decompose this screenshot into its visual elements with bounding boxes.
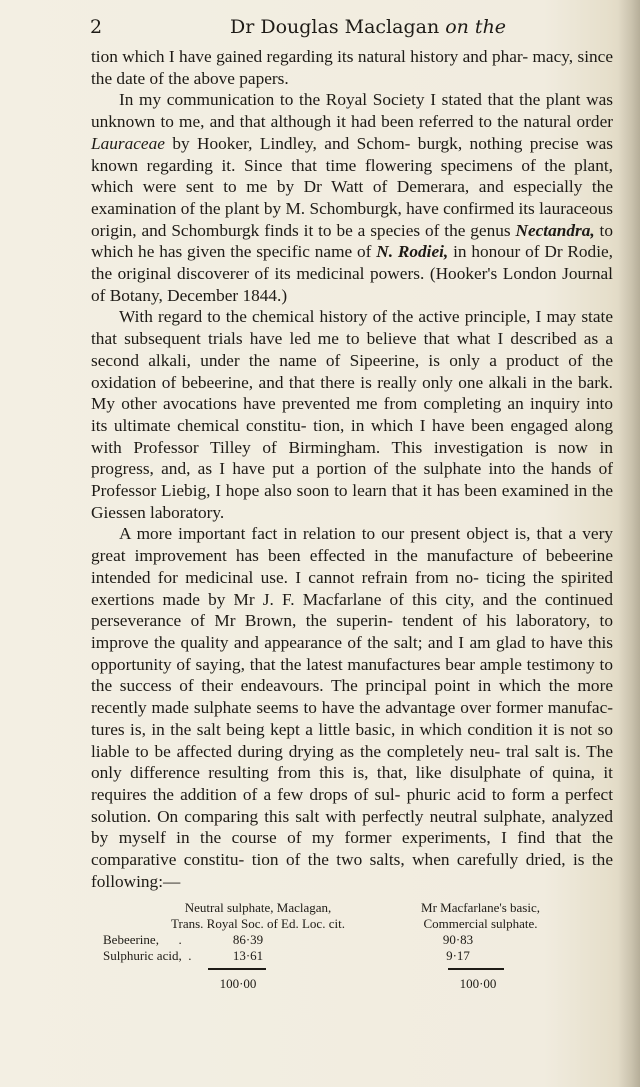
basic-heading-line-2: Commercial sulphate. [423,915,538,931]
running-title-main: Dr Douglas Maclagan [230,16,446,38]
basic-heading-line-1: Mr Macfarlane's basic, [421,900,540,915]
running-title [230,16,506,38]
page-number: 2 [90,16,103,38]
paragraph-4: A more important fact in relation to our present object is, that a very great improvement has been effected in the manufacture of bebeerine intended for medicinal use. I cannot refrain from no- ticing the spirited exertions made by Mr J. F. Macfarlane of this city, and the continued perseverance of Mr Brown, the superin- tendent of his laboratory, to improve the quality and appearance of the salt; and I am glad to have this opportunity of saying, that the latest manufactures bear ample testimony to the success of their endeavours. The principal point in which the more recently made sulphate seems to have the advantage over former manufac- tures is, in the salt being kept a little basic, in which condition it is not so liable to be affected during drying as the completely neu- tral salt is. The only difference resulting from this is, that, like disulphate of quina, it requires the addition of a few drops of sul- phuric acid to form a perfect solution. On comparing this salt with perfectly neutral sulphate, analyzed by myself in the course of my former experiments, I find that the comparative constitu- tion of the two salts, when carefully dried, is the following:— [91,524,613,891]
basic-total: 100·00 [459,976,497,991]
neutral-heading-line-2: Trans. Royal Soc. of Ed. Loc. cit. [171,915,345,931]
term-n-rodiei: N. Rodiei, [376,242,449,262]
running-title-italic: on the [445,16,507,38]
row-label: Bebeerine, . [103,932,182,947]
neutral-total-rule [208,968,266,970]
paragraph-2-part-c: by Hooker, Lindley, and Schom- burgk, nothing precise was known regarding it. Since that time flowering specimens of the plant, which were sent to me by Dr Watt of Demerara, and especially the examination of the plant by M. Schomburgk, have confirmed its lauraceous origin, and Schomburgk finds it to be a species of the genus [91,133,613,240]
page-edge-shadow [618,0,640,1087]
paragraph-3: With regard to the chemical history of the active principle, I may state that subsequent trials have led me to believe that what I described as a second alkali, under the name of Sipeerine, is only a product of the oxidation of bebeerine, and that there is really only one alkali in the bark. My other avocations have prevented me from completing an inquiry into its ultimate chemical constitu- tion, in which I have been engaged along with Professor Tilley of Birmingham. This investigation is now in progress, and, as I have put a portion of the sulphate into the hands of Professor Liebig, I hope also soon to learn that it has been examined in the Giessen laboratory. [91,307,613,522]
paragraph-2-part-a: In my communication to the Royal Society I stated that the plant was unknown to me, and that although it had been referred to the natural order [91,90,613,132]
neutral-heading-line-1: Neutral sulphate, Maclagan, [184,900,332,915]
paragraph-2-part-g: in honour of Dr Rodie, the original discoverer of its medicinal powers. (Hooker's London Journal of Botany, December 1844.) [91,242,613,305]
page-header [90,14,610,42]
neutral-value: 86·39 [232,932,264,947]
neutral-total: 100·00 [219,976,257,991]
row-label: Sulphuric acid, . [103,948,192,963]
term-nectandra: Nectandra, [515,220,595,240]
basic-sulphate-heading [393,900,568,931]
table-row [103,948,573,964]
neutral-value: 13·61 [232,948,264,963]
basic-total-rule [448,968,504,970]
paragraph-2 [91,89,613,306]
basic-value: 9·17 [446,948,470,963]
paragraph-1: tion which I have gained regarding its natural history and phar- macy, since the date of the above papers. [91,47,613,88]
paragraph-2-part-e: to which he has given the specific name of [91,220,613,262]
term-lauraceae: Lauraceae [91,133,165,153]
table-row [103,932,573,948]
body-text [91,46,613,892]
neutral-sulphate-heading [138,900,378,931]
basic-value: 90·83 [442,932,474,947]
